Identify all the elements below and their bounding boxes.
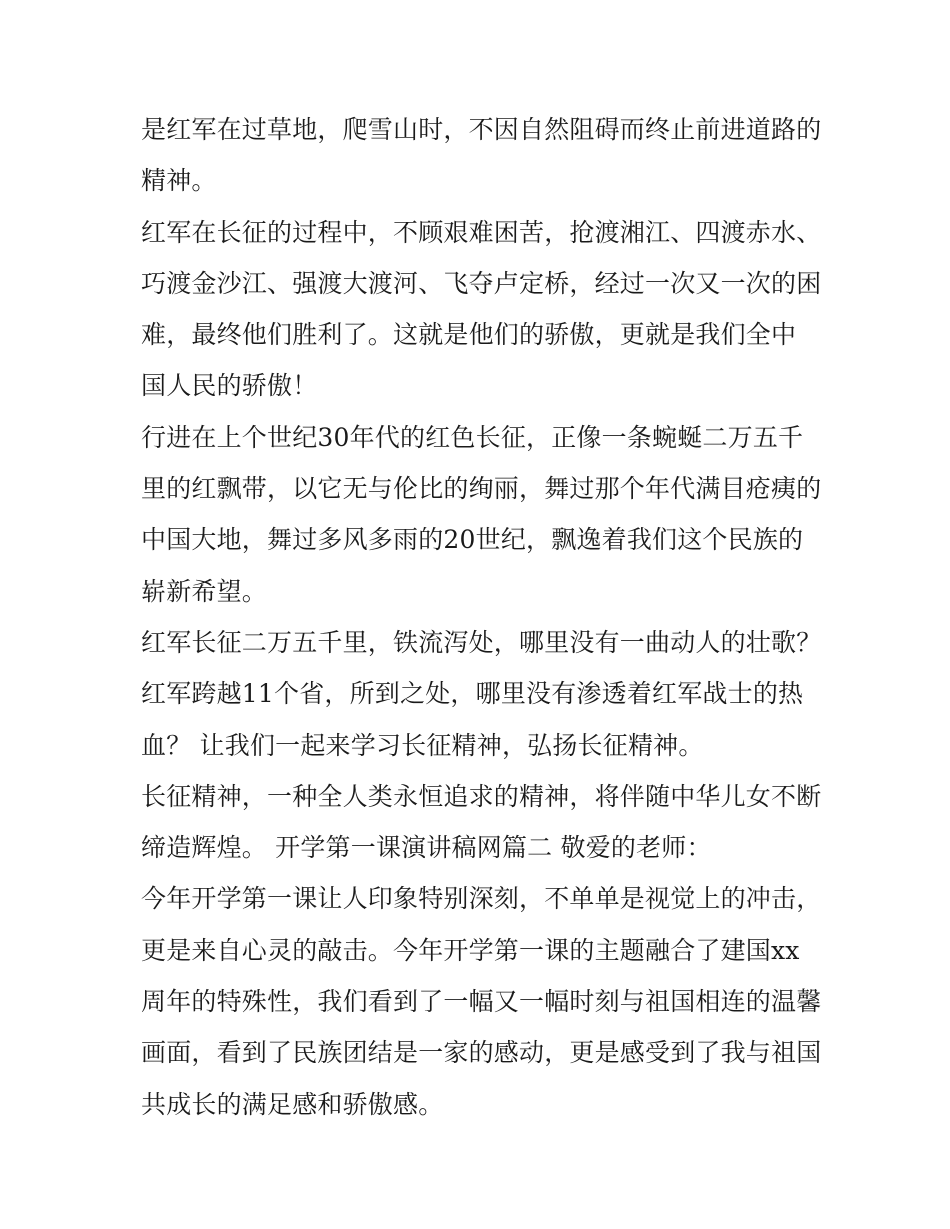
text-line: 更是来自心灵的敲击。今年开学第一课的主题融合了建国xx — [141, 935, 800, 965]
text-line: 共成长的满足感和骄傲感。 — [141, 1089, 444, 1119]
text-line: 是红军在过草地，爬雪山时，不因自然阻碍而终止前进道路的 — [141, 115, 822, 144]
text-line: 精神。 — [141, 166, 217, 196]
text-line: 长征精神，一种全人类永恒追求的精神，将伴随中华儿女不断 — [141, 781, 822, 811]
text-line: 国人民的骄傲！ — [141, 371, 318, 401]
text-line: 崭新希望。 — [141, 576, 268, 606]
text-line: 难，最终他们胜利了。这就是他们的骄傲，更就是我们全中 — [141, 320, 797, 350]
text-line: 红军在长征的过程中，不顾艰难困苦，抢渡湘江、四渡赤水、 — [141, 217, 822, 247]
text-line: 今年开学第一课让人印象特别深刻，不单单是视觉上的冲击， — [141, 884, 822, 914]
text-line: 中国大地，舞过多风多雨的20世纪，飘逸着我们这个民族的 — [141, 525, 804, 555]
text-line: 血？ 让我们一起来学习长征精神，弘扬长征精神。 — [141, 730, 704, 760]
text-line: 里的红飘带，以它无与伦比的绚丽，舞过那个年代满目疮痍的 — [141, 474, 822, 504]
text-line: 巧渡金沙江、强渡大渡河、飞夺卢定桥，经过一次又一次的困 — [141, 268, 822, 298]
text-line: 红军长征二万五千里，铁流泻处，哪里没有一曲动人的壮歌？ — [141, 627, 822, 657]
text-line: 红军跨越11个省，所到之处，哪里没有渗透着红军战士的热 — [141, 679, 804, 709]
text-line: 周年的特殊性，我们看到了一幅又一幅时刻与祖国相连的温馨 — [141, 987, 822, 1017]
text-line: 画面，看到了民族团结是一家的感动，更是感受到了我与祖国 — [141, 1038, 822, 1068]
text-line: 行进在上个世纪30年代的红色长征，正像一条蜿蜒二万五千 — [141, 422, 804, 452]
body-text — [141, 104, 821, 1130]
text-line: 缔造辉煌。 开学第一课演讲稿网篇二 敬爱的老师： — [141, 833, 712, 863]
